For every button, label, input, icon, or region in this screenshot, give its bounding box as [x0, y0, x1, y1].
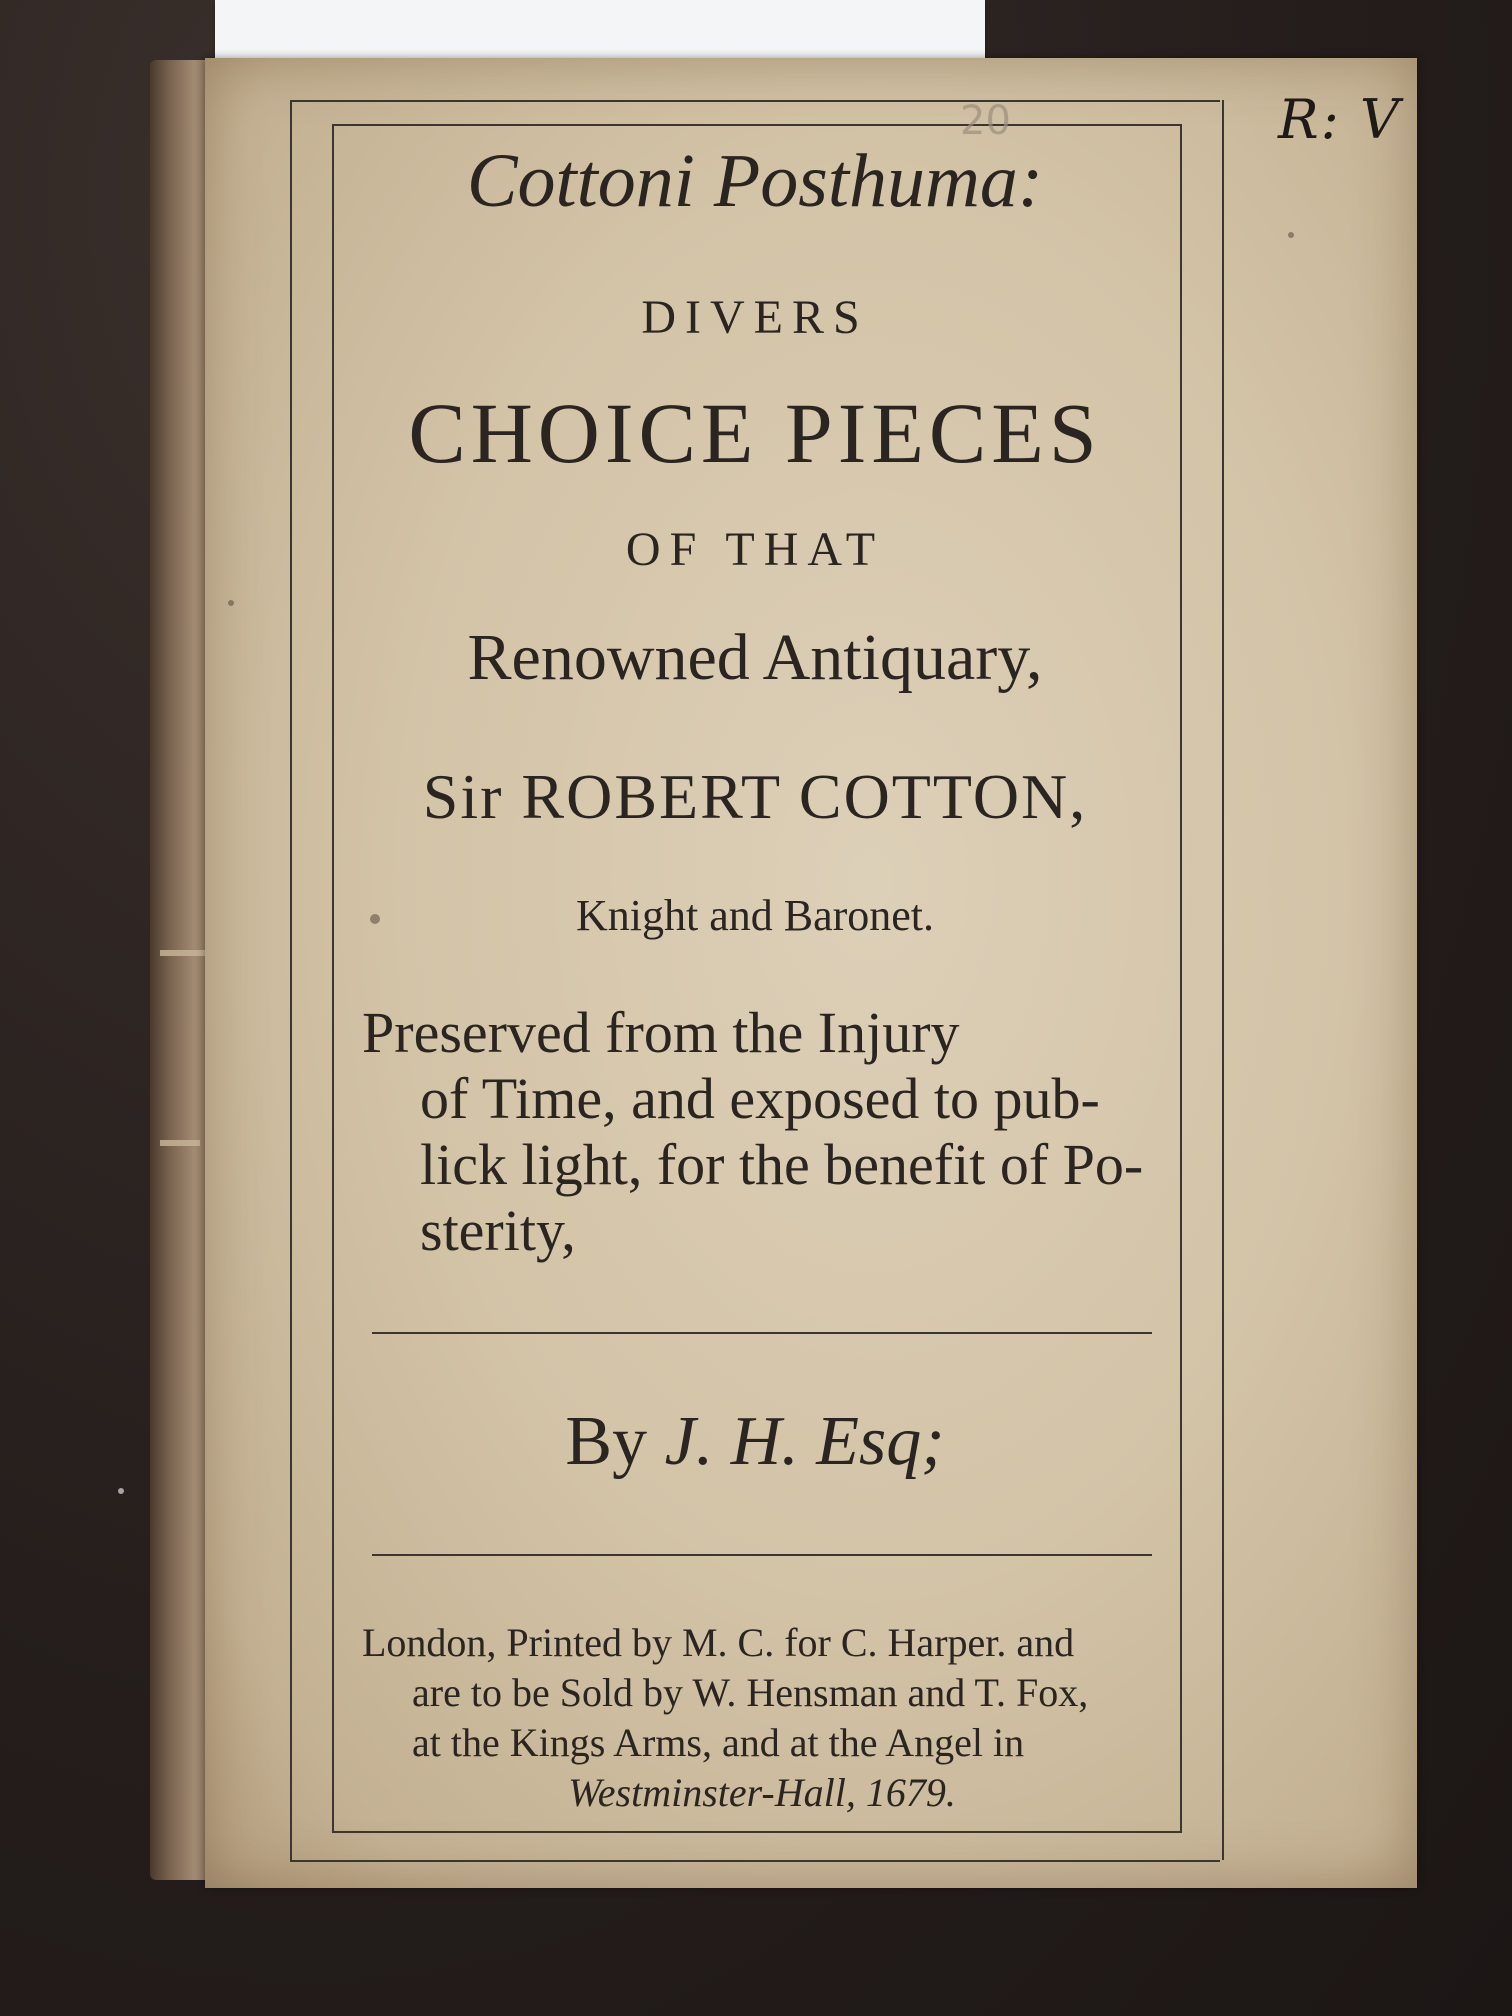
- title-line-divers: DIVERS: [641, 291, 869, 344]
- subtitle-line: sterity,: [420, 1198, 576, 1263]
- attribution-author: J. H. Esq;: [664, 1403, 945, 1480]
- imprint: [362, 1618, 1162, 1818]
- subtitle-line: of Time, and exposed to pub-: [420, 1066, 1100, 1131]
- author-name: Sir ROBERT COTTON,: [422, 761, 1088, 832]
- paper-speck: [228, 600, 234, 606]
- imprint-line: are to be Sold by W. Hensman and T. Fox,: [412, 1670, 1089, 1715]
- divider-rule: [372, 1332, 1152, 1334]
- paper-speck: [370, 914, 380, 924]
- divider-rule: [372, 1554, 1152, 1556]
- outer-frame-right: [1222, 100, 1224, 1860]
- title-line-choice-pieces: CHOICE PIECES: [408, 385, 1102, 481]
- paper-speck: [118, 1488, 124, 1494]
- subtitle-block: [362, 1000, 1162, 1264]
- book-title: Cottoni Posthuma:: [466, 139, 1044, 223]
- imprint-line: Westminster-Hall, 1679.: [568, 1770, 956, 1815]
- outer-frame-left: [290, 100, 292, 1860]
- imprint-line: London, Printed by M. C. for C. Harper. and: [362, 1620, 1075, 1665]
- spine-cord: [160, 1140, 200, 1146]
- subtitle-line: Preserved from the Injury: [362, 1000, 960, 1065]
- imprint-line: at the Kings Arms, and at the Angel in: [412, 1720, 1025, 1765]
- author-rank: Knight and Baronet.: [575, 891, 935, 940]
- title-line-of-that: OF THAT: [625, 523, 885, 576]
- pencil-number: 20: [960, 98, 1011, 144]
- paper-speck: [1288, 232, 1294, 238]
- inner-frame: [332, 124, 1182, 1833]
- subtitle-line: lick light, for the benefit of Po-: [420, 1132, 1144, 1197]
- attribution-prefix: By: [565, 1403, 648, 1480]
- title-line-renowned: Renowned Antiquary,: [467, 621, 1043, 694]
- shelfmark-annotation: R: V: [1278, 88, 1402, 151]
- attribution: [340, 1402, 1170, 1482]
